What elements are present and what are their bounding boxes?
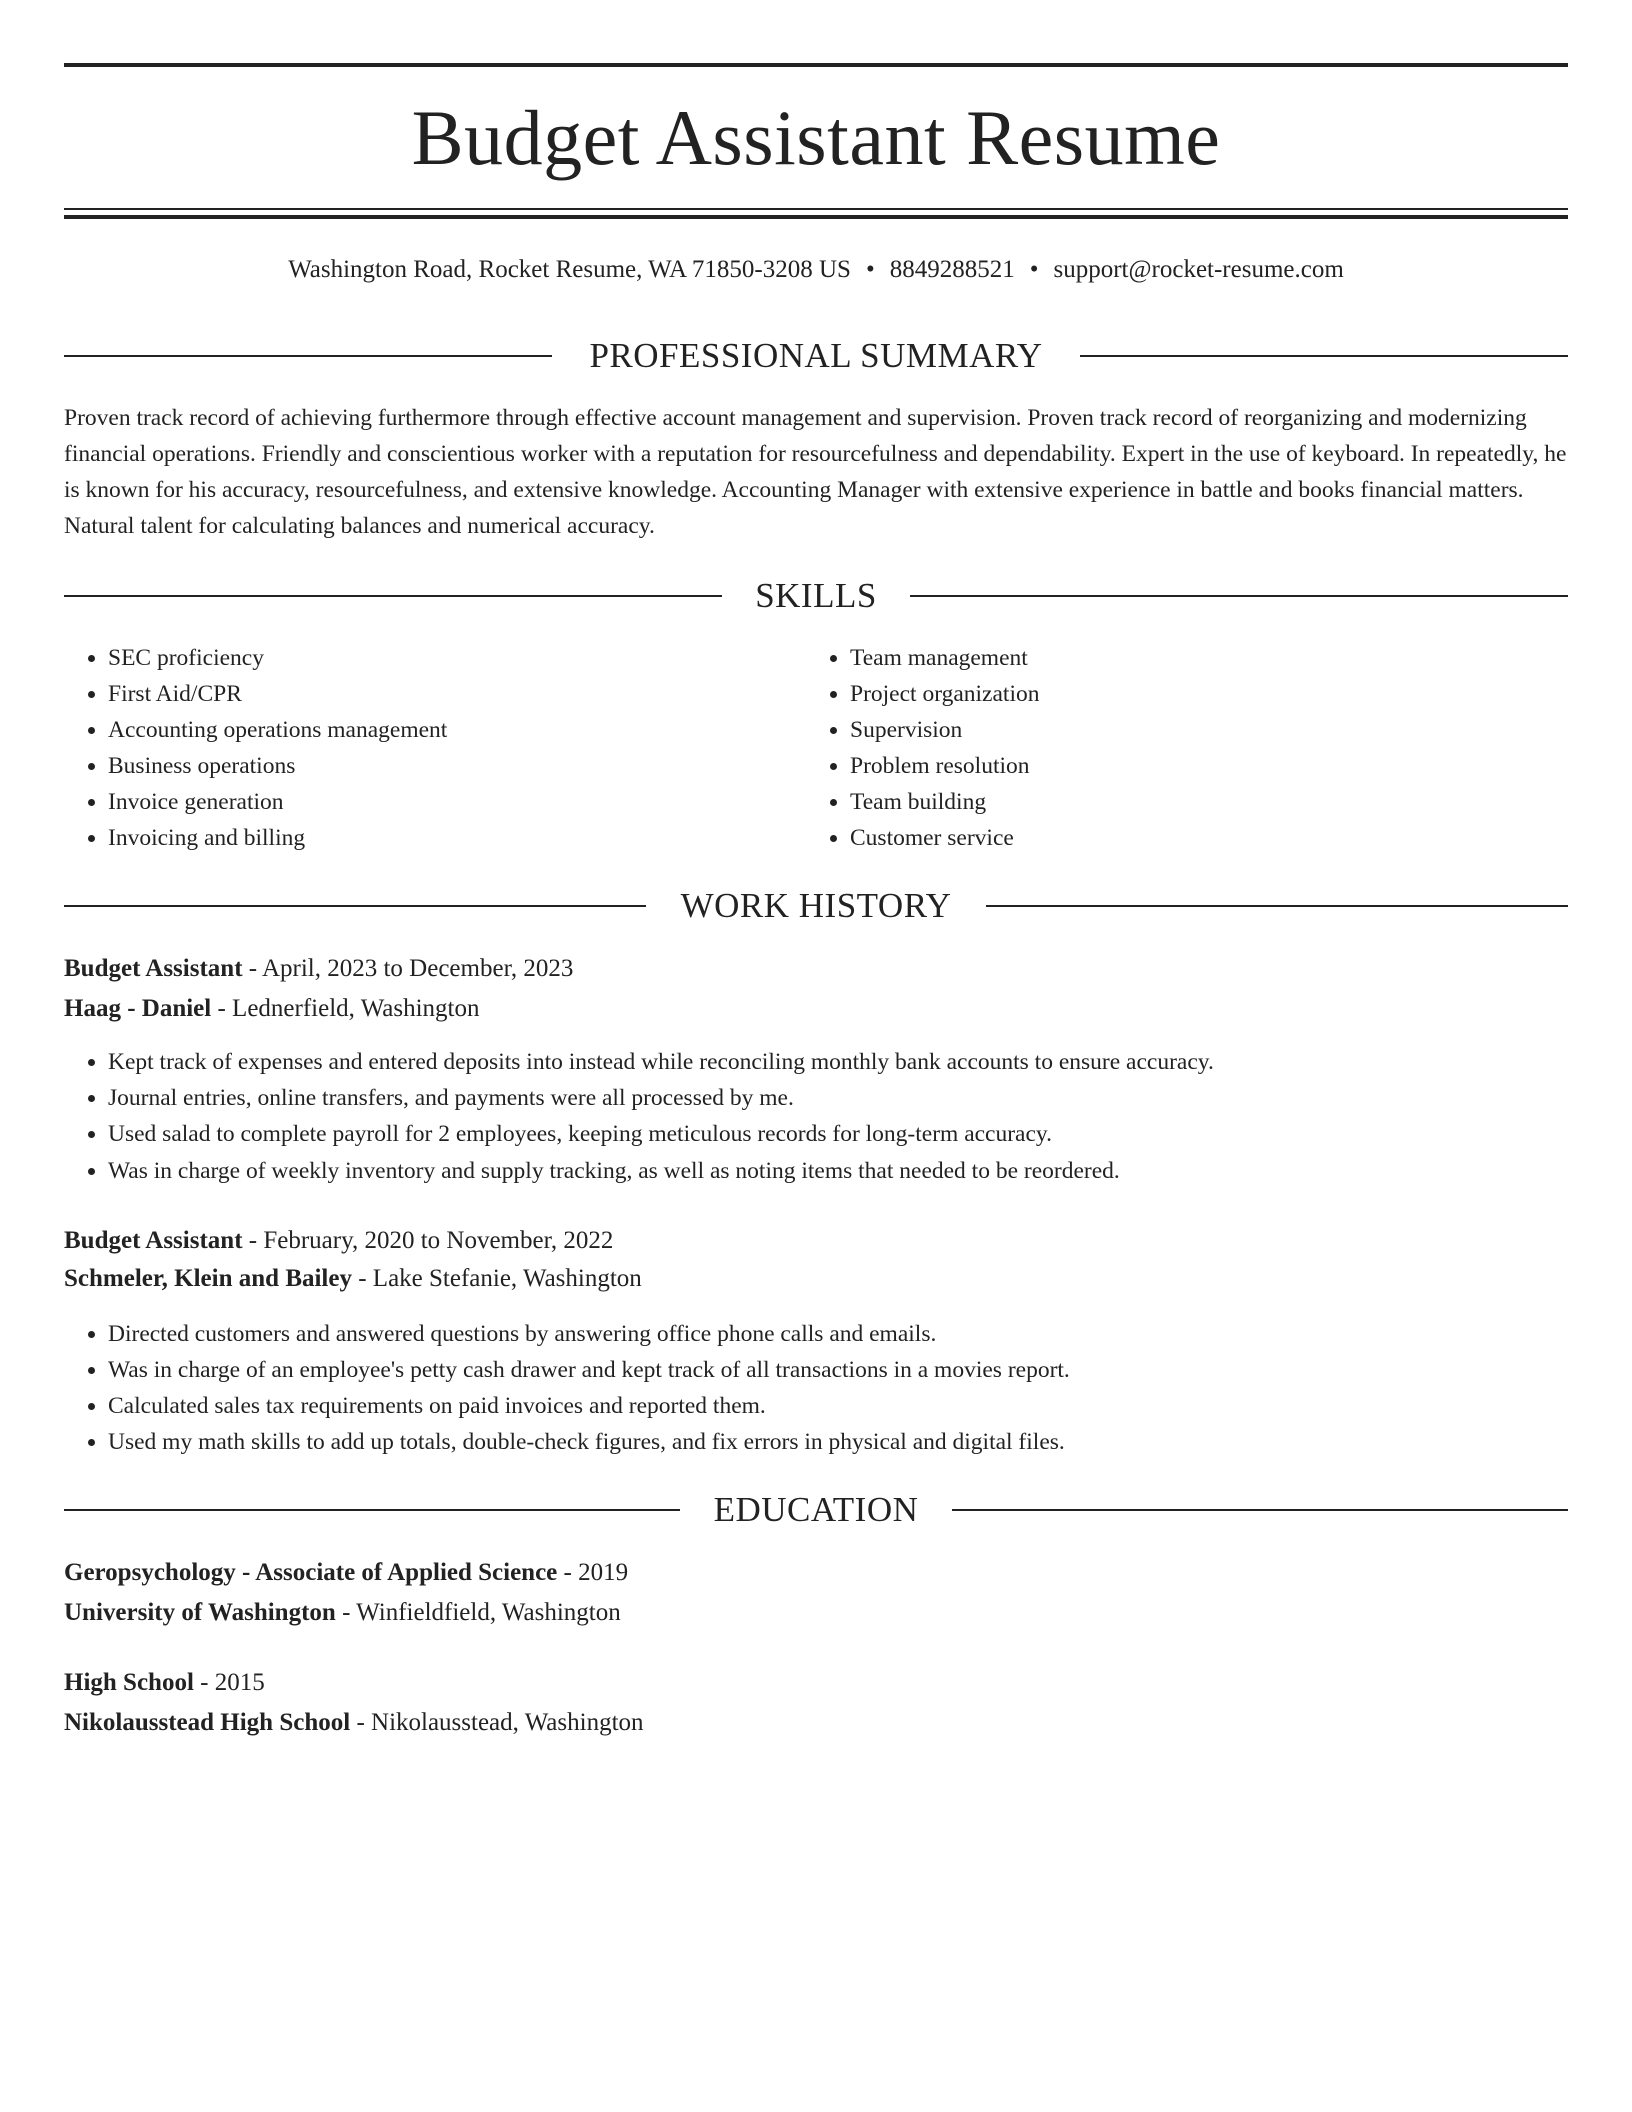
job-location: - Lake Stefanie, Washington	[351, 1265, 642, 1292]
skill-item: • Business operations	[108, 748, 764, 784]
list-item: • Calculated sales tax requirements on paid invoices and reported them.	[108, 1388, 1568, 1424]
contact-separator: •	[865, 256, 875, 283]
education-school: University of Washington	[64, 1599, 336, 1626]
job-title-line	[64, 1225, 613, 1257]
education-year: - 2015	[193, 1669, 265, 1696]
contact-line	[64, 254, 1568, 286]
education-degree-line	[64, 1667, 265, 1699]
list-item: • Was in charge of weekly inventory and supply tracking, as well as noting items that needed to be reordered.	[108, 1153, 1568, 1189]
section-title: SKILLS	[755, 576, 877, 615]
section-title: PROFESSIONAL SUMMARY	[589, 336, 1043, 375]
education-degree: Geropsychology - Associate of Applied Science	[64, 1559, 558, 1586]
section-heading-work	[64, 884, 1568, 928]
list-item: • Kept track of expenses and entered deposits into instead while reconciling monthly bank accounts to ensure accuracy.	[108, 1044, 1568, 1080]
education-degree: High School	[64, 1669, 194, 1696]
skill-item: • Team building	[850, 784, 1506, 820]
page-title: Budget Assistant Resume	[411, 94, 1221, 181]
skill-item: • Team management	[850, 640, 1506, 676]
job-company: Schmeler, Klein and Bailey	[64, 1265, 352, 1292]
skill-item: • Supervision	[850, 712, 1506, 748]
section-title: EDUCATION	[713, 1490, 919, 1529]
summary-text: Proven track record of achieving furthermore through effective account management and supervision. Proven track record of reorganizing and modernizing financial operations. Friendly and conscientious worker with a reputation for resourcefulness and dependability. Expert in the use of keyboard. In repeatedly, he is known for his accuracy, resourcefulness, and extensive knowledge. Accounting Manager with extensive experience in battle and books financial matters. Natural talent for calculating balances and numerical accuracy.	[64, 405, 1567, 539]
skills-column-right	[806, 640, 1506, 856]
list-item: • Journal entries, online transfers, and payments were all processed by me.	[108, 1080, 1568, 1116]
job-company-line	[64, 1263, 642, 1295]
job-bullets	[64, 1316, 1568, 1460]
job-dates: - April, 2023 to December, 2023	[242, 955, 574, 982]
list-item: • Was in charge of an employee's petty cash drawer and kept track of all transactions in a movies report.	[108, 1352, 1568, 1388]
education-location: - Winfieldfield, Washington	[335, 1599, 621, 1626]
contact-phone: 8849288521	[889, 256, 1015, 283]
skill-item: • Customer service	[850, 820, 1506, 856]
skill-item: • First Aid/CPR	[108, 676, 764, 712]
education-degree-line	[64, 1557, 628, 1589]
job-title-line	[64, 953, 573, 985]
list-item: • Directed customers and answered questions by answering office phone calls and emails.	[108, 1316, 1568, 1352]
education-location: - Nikolausstead, Washington	[350, 1709, 644, 1736]
top-rule	[64, 63, 1568, 67]
education-year: - 2019	[557, 1559, 629, 1586]
contact-email: support@rocket-resume.com	[1053, 256, 1344, 283]
job-location: - Lednerfield, Washington	[211, 995, 480, 1022]
job-bullets	[64, 1044, 1568, 1189]
education-school-line	[64, 1597, 621, 1629]
title-rule-thick	[64, 215, 1568, 219]
section-heading-summary	[64, 334, 1568, 378]
list-item: • Used my math skills to add up totals, double-check figures, and fix errors in physical and digital files.	[108, 1424, 1568, 1460]
section-heading-education	[64, 1488, 1568, 1532]
section-heading-skills	[64, 574, 1568, 618]
job-title: Budget Assistant	[64, 1227, 243, 1254]
education-school-line	[64, 1707, 644, 1739]
skill-item: • SEC proficiency	[108, 640, 764, 676]
skill-item: • Invoice generation	[108, 784, 764, 820]
job-company: Haag - Daniel	[64, 995, 212, 1022]
skills-column-left	[64, 640, 764, 856]
job-title: Budget Assistant	[64, 955, 243, 982]
list-item: • Used salad to complete payroll for 2 employees, keeping meticulous records for long-term accuracy.	[108, 1116, 1568, 1152]
job-dates: - February, 2020 to November, 2022	[242, 1227, 614, 1254]
section-title: WORK HISTORY	[680, 886, 952, 925]
education-school: Nikolausstead High School	[64, 1709, 351, 1736]
skill-item: • Accounting operations management	[108, 712, 764, 748]
skill-item: • Invoicing and billing	[108, 820, 764, 856]
contact-address: Washington Road, Rocket Resume, WA 71850-3208 US	[288, 256, 851, 283]
contact-separator: •	[1029, 256, 1039, 283]
job-company-line	[64, 993, 480, 1025]
skill-item: • Project organization	[850, 676, 1506, 712]
skill-item: • Problem resolution	[850, 748, 1506, 784]
title-rule-thin	[64, 208, 1568, 210]
